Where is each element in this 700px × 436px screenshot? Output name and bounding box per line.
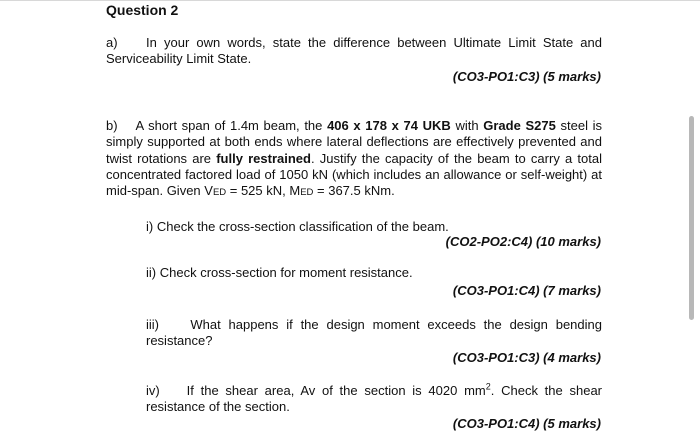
sub-i-text: Check the cross-section classification of the beam. — [156, 219, 449, 234]
part-b-text-4: . Justify the capacity of the beam to carry a total concentrated factored load of 1050 kN (which includes an allowance or self-weight) at mid-span. Given V — [106, 150, 602, 199]
med-value: = 367.5 kNm. — [313, 183, 395, 199]
sub-iv-label: iv) — [146, 383, 160, 398]
sub-question-iii — [146, 317, 602, 350]
sub-ii-marks: (CO3-PO1:C4) (7 marks) — [452, 283, 601, 298]
ved-value: = 525 kN, M — [226, 183, 301, 199]
sub-i-label: i) — [146, 219, 154, 234]
sub-iii-label: iii) — [146, 317, 159, 332]
part-a-label: a) — [106, 35, 118, 50]
part-b-label: b) — [106, 118, 118, 133]
part-a-marks: (CO3-PO1:C3) (5 marks) — [452, 69, 601, 84]
sub-question-i — [146, 219, 449, 235]
sub-question-ii — [146, 265, 413, 281]
sub-iv-text-1: If the shear area, Av of the section is 4020 mm — [186, 383, 486, 398]
sub-iv-text-2: . Check the shear resistance of the section. — [146, 383, 603, 415]
part-b-text — [106, 118, 602, 201]
sub-ii-text: Check cross-section for moment resistance. — [159, 265, 413, 280]
part-b-text-1: A short span of 1.4m beam, the — [135, 118, 328, 133]
ved-subscript: ED — [212, 187, 227, 199]
sub-i-marks: (CO2-PO2:C4) (10 marks) — [445, 234, 601, 249]
top-border — [0, 0, 700, 1]
area-unit-superscript: 2 — [485, 381, 491, 392]
sub-iv-marks: (CO3-PO1:C4) (5 marks) — [452, 416, 601, 431]
med-subscript: ED — [300, 187, 314, 199]
steel-grade: Grade S275 — [483, 118, 556, 133]
sub-iii-marks: (CO3-PO1:C3) (4 marks) — [452, 350, 601, 365]
sub-ii-label: ii) — [146, 265, 157, 280]
question-title: Question 2 — [106, 2, 179, 18]
part-a-text — [106, 35, 602, 68]
sub-iii-text: What happens if the design moment exceeds the design bending resistance? — [146, 317, 602, 349]
vertical-scrollbar[interactable] — [689, 116, 694, 320]
part-b-text-2: with — [450, 118, 484, 133]
beam-section: 406 x 178 x 74 UKB — [327, 118, 451, 133]
sub-question-iv — [146, 383, 602, 416]
part-b-text-3: steel is simply supported at both ends where lateral deflections are effectively prevented and twist rotations are — [106, 118, 603, 166]
restraint-condition: fully restrained — [216, 150, 311, 166]
part-a-body: In your own words, state the difference between Ultimate Limit State and Serviceability Limit State. — [106, 35, 602, 67]
